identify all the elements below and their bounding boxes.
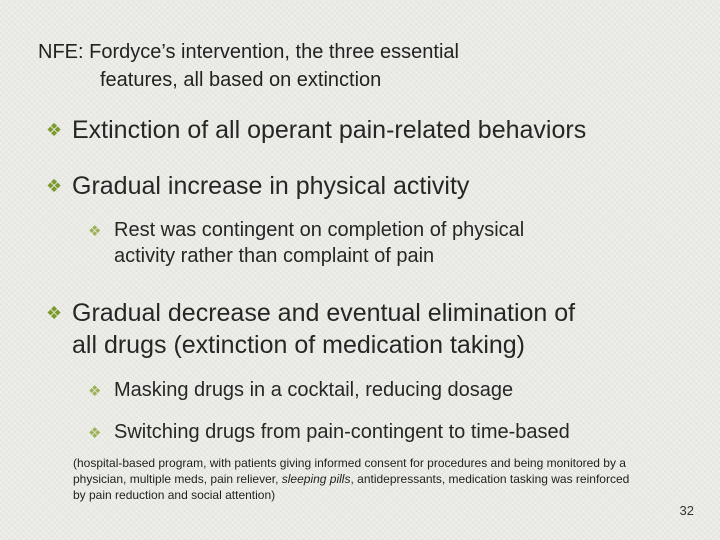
bullet-2-text: Gradual increase in physical activity — [72, 172, 470, 200]
diamond-bullet-icon: ❖ — [88, 424, 102, 442]
diamond-bullet-icon: ❖ — [88, 382, 102, 400]
footnote-part-2: , antidepressants, medication tasking was reinforced by pain reduction and social attention) — [73, 472, 630, 502]
sub-bullet-2-1-text — [114, 217, 524, 269]
diamond-bullet-icon: ❖ — [46, 120, 63, 141]
bullet-3-text — [72, 297, 575, 361]
sub-bullet-3-2 — [88, 419, 570, 446]
sub-bullet-3-2-text: Switching drugs from pain-contingent to time-based — [114, 421, 570, 443]
footnote-part-1: (hospital-based program, with patients giving informed consent for procedures and being monitored by a physician, multiple meds, pain reliever, — [73, 456, 626, 486]
bullet-3-line-1: Gradual decrease and eventual elimination of — [72, 299, 576, 327]
diamond-bullet-icon: ❖ — [88, 222, 102, 240]
bullet-1 — [46, 114, 586, 147]
sub-bullet-2-1-line-1: Rest was contingent on completion of physical — [114, 219, 525, 241]
bullet-3-line-2: all drugs (extinction of medication taking) — [72, 331, 526, 359]
sub-bullet-2-1 — [88, 217, 524, 269]
bullet-2 — [46, 170, 469, 203]
bullet-1-text: Extinction of all operant pain-related behaviors — [72, 116, 587, 144]
slide-title — [38, 38, 598, 94]
title-line-2: features, all based on extinction — [100, 69, 382, 91]
footnote-italic: sleeping pills — [281, 472, 351, 486]
sub-bullet-3-1-text: Masking drugs in a cocktail, reducing dosage — [114, 379, 514, 401]
bullet-3 — [46, 297, 575, 361]
sub-bullet-3-1 — [88, 377, 513, 404]
footnote — [73, 455, 633, 503]
title-line-1: NFE: Fordyce’s intervention, the three essential — [38, 41, 459, 63]
diamond-bullet-icon: ❖ — [46, 303, 63, 324]
page-number: 32 — [679, 503, 694, 518]
sub-bullet-2-1-line-2: activity rather than complaint of pain — [114, 245, 435, 267]
diamond-bullet-icon: ❖ — [46, 176, 63, 197]
